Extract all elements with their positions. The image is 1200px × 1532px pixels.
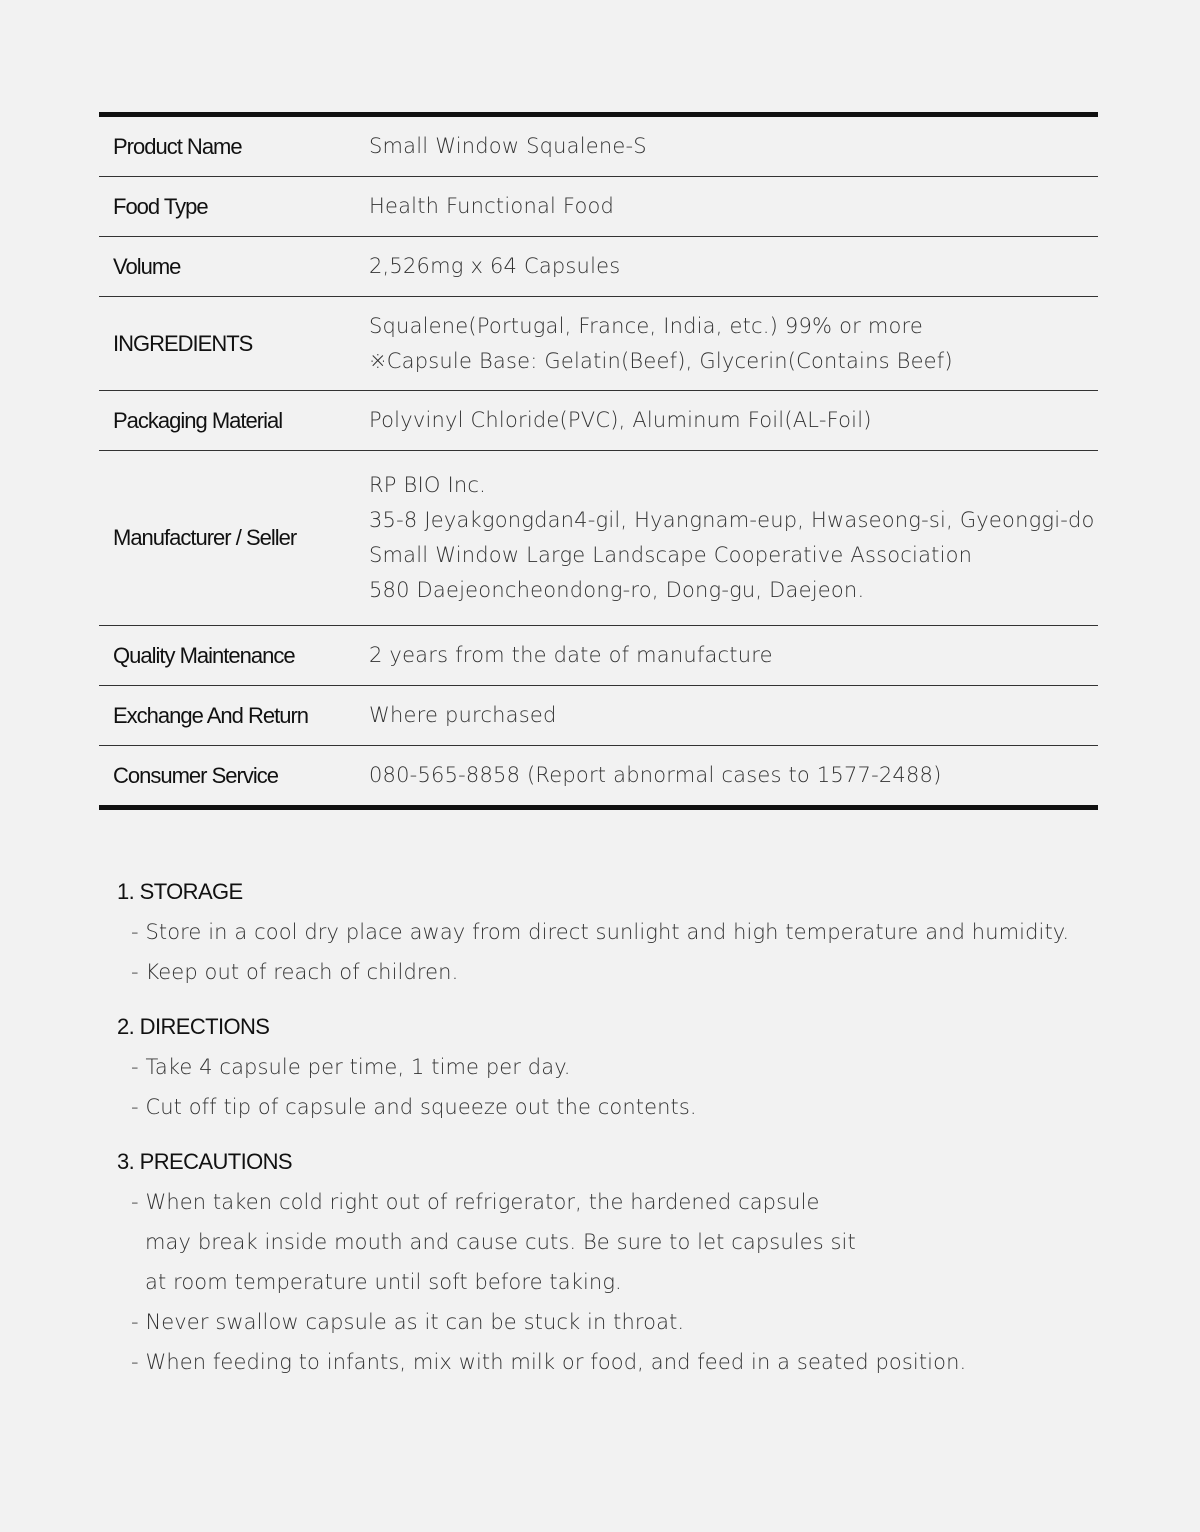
value-line: Small Window Large Landscape Cooperative Association [369,543,973,567]
list-item: - Cut off tip of capsule and squeeze out the contents. [131,1095,697,1119]
row-label-quality-maintenance: Quality Maintenance [99,626,369,686]
value-line: Polyvinyl Chloride(PVC), Aluminum Foil(AL-Foil) [369,408,872,432]
usage-notes [117,872,1117,1397]
list-item-continuation: may break inside mouth and cause cuts. Be sure to let capsules sit [145,1230,856,1254]
list-item: - Never swallow capsule as it can be stuck in throat. [131,1310,685,1334]
row-label-food-type: Food Type [99,177,369,237]
row-value-exchange-return [369,686,1098,746]
row-value-packaging-material [369,391,1098,451]
table-row [99,626,1098,686]
value-line: 080-565-8858 (Report abnormal cases to 1577-2488) [369,763,942,787]
table-row [99,451,1098,626]
product-info-table [99,112,1098,810]
row-value-food-type [369,177,1098,237]
list-item: - When feeding to infants, mix with milk or food, and feed in a seated position. [131,1350,967,1374]
value-line: 2 years from the date of manufacture [369,643,773,667]
precautions-section [117,1142,1117,1382]
row-value-ingredients [369,297,1098,391]
table-row [99,391,1098,451]
row-value-manufacturer-seller [369,451,1098,626]
row-label-exchange-return: Exchange And Return [99,686,369,746]
row-value-product-name [369,115,1098,177]
list-item-continuation: at room temperature until soft before taking. [145,1270,622,1294]
list-item: - When taken cold right out of refrigerator, the hardened capsule [131,1190,820,1214]
list-item: - Keep out of reach of children. [131,960,459,984]
value-line: ※Capsule Base: Gelatin(Beef), Glycerin(Contains Beef) [369,348,953,373]
row-label-consumer-service: Consumer Service [113,762,278,788]
row-label-product-name: Product Name [99,115,369,177]
directions-section [117,1007,1117,1127]
value-line: 2,526mg x 64 Capsules [369,254,621,278]
section-title-precautions: 3. PRECAUTIONS [117,1149,292,1174]
row-label-manufacturer-seller: Manufacturer / Seller [99,451,369,626]
value-line: 35-8 Jeyakgongdan4-gil, Hyangnam-eup, Hwaseong-si, Gyeonggi-do [369,508,1095,532]
section-title-directions: 2. DIRECTIONS [117,1014,270,1039]
section-title-storage: 1. STORAGE [117,879,243,904]
table-row [99,237,1098,297]
row-label-packaging-material: Packaging Material [99,391,369,451]
row-value-consumer-service [369,746,1098,808]
value-line: RP BIO Inc. [369,473,487,497]
value-line: Health Functional Food [369,194,615,218]
value-line: Where purchased [369,703,557,727]
row-label-volume: Volume [99,237,369,297]
row-value-quality-maintenance [369,626,1098,686]
row-label-ingredients: INGREDIENTS [99,297,369,391]
table-row [99,297,1098,391]
list-item: - Take 4 capsule per time, 1 time per day. [131,1055,571,1079]
value-line: Small Window Squalene-S [369,134,647,158]
table-row [99,115,1098,177]
value-line: Squalene(Portugal, France, India, etc.) 99% or more [369,313,924,338]
row-value-volume [369,237,1098,297]
storage-section [117,872,1117,992]
table-row [99,746,1098,808]
value-line: 580 Daejeoncheondong-ro, Dong-gu, Daejeon. [369,578,865,602]
list-item: - Store in a cool dry place away from direct sunlight and high temperature and humidity. [131,920,1070,944]
table-row [99,686,1098,746]
table-row [99,177,1098,237]
